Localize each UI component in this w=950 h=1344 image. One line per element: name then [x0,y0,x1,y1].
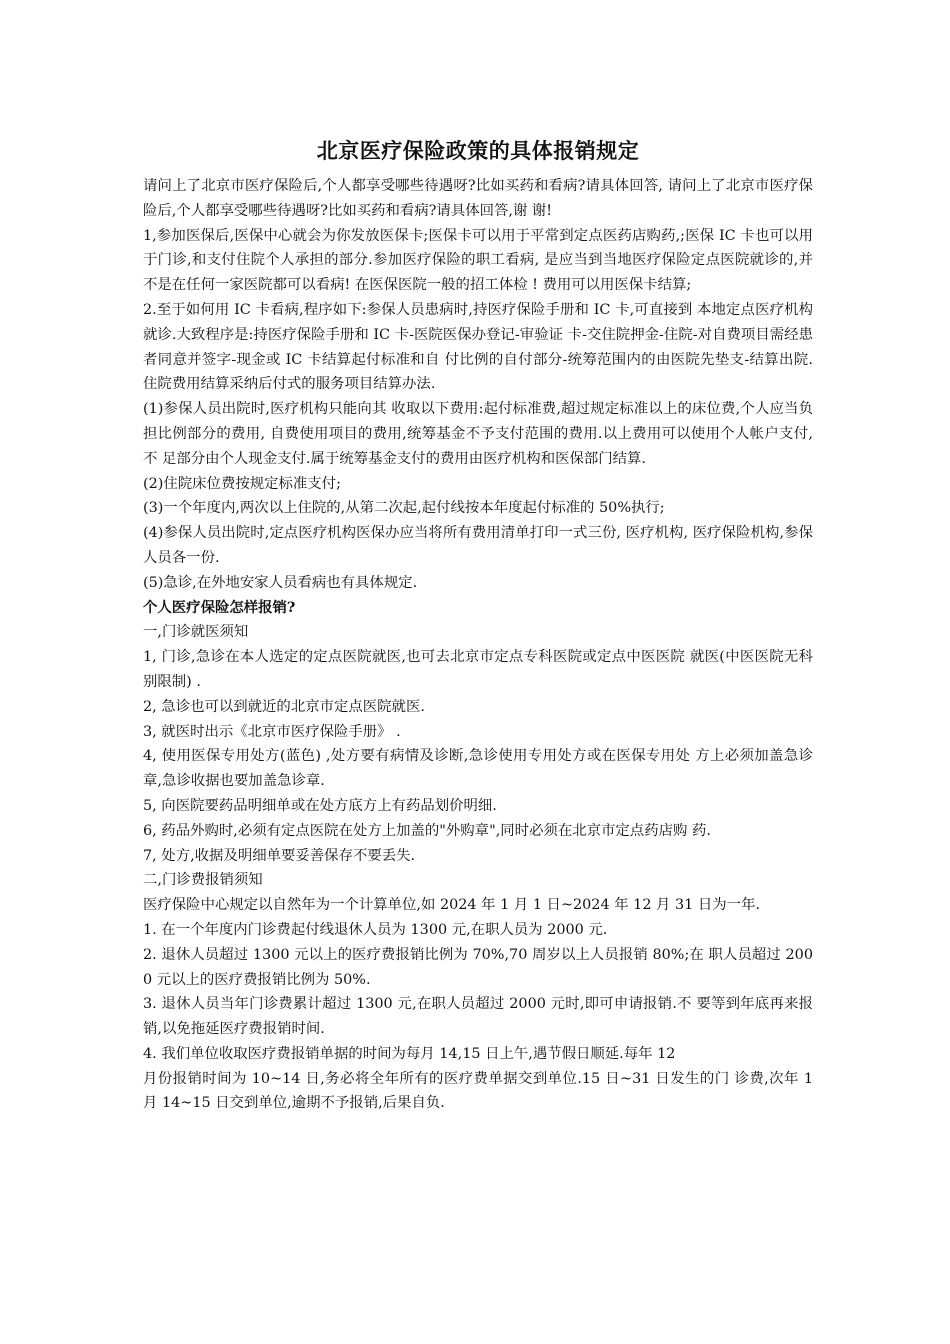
paragraph: (1)参保人员出院时,医疗机构只能向其 收取以下费用:起付标准费,超过规定标准以上的床位费,个人应当负担比例部分的费用, 自费使用项目的费用,统筹基金不予支付范围的费用.以上费用可以使用个人帐户支付,不 足部分由个人现金支付.属于统筹基金支付的费用由医疗机构和医保部门结算. [143,401,813,467]
document-page [143,134,813,1116]
paragraph: 4. 我们单位收取医疗费报销单据的时间为每月 14,15 日上午,遇节假日顺延.每年 12 [143,1045,676,1062]
paragraph: 2, 急诊也可以到就近的北京市定点医院就医. [143,698,425,715]
paragraph: (4)参保人员出院时,定点医疗机构医保办应当将所有费用清单打印一式三份, 医疗机构, 医疗保险机构,参保人员各一份. [143,525,813,566]
paragraph: 2. 退休人员超过 1300 元以上的医疗费报销比例为 70%,70 周岁以上人员报销 80%;在 职人员超过 2000 元以上的医疗费报销比例为 50%. [143,946,813,988]
paragraph: 月份报销时间为 10~14 日,务必将全年所有的医疗费单据交到单位.15 日~31 日发生的门 诊费,次年 1 月 14~15 日交到单位,逾期不予报销,后果自负. [143,1070,813,1112]
paragraph: 7, 处方,收据及明细单要妥善保存不要丢失. [143,847,416,864]
paragraph: 3. 退休人员当年门诊费累计超过 1300 元,在职人员超过 2000 元时,即可申请报销.不 要等到年底再来报销,以免拖延医疗费报销时间. [143,996,813,1038]
paragraph: 一,门诊就医须知 [143,624,249,641]
paragraph: 1, 门诊,急诊在本人选定的定点医院就医,也可去北京市定点专科医院或定点中医医院 就医(中医医院无科别限制) . [143,649,813,690]
paragraph: (5)急诊,在外地安家人员看病也有具体规定. [143,574,418,591]
paragraph: 2.至于如何用 IC 卡看病,程序如下:参保人员患病时,持医疗保险手册和 IC 卡,可直接到 本地定点医疗机构就诊.大致程序是:持医疗保险手册和 IC 卡-医院医保办登记-审验证 卡-交住院押金-住院-对自费项目需经患者同意并签字-现金或 IC 卡结算起付标准和自 付比例的自付部分-统筹范围内的由医院先垫支-结算出院. 住院费用结算采纳后付式的服务项目结算办法. [143,301,813,393]
section-heading: 个人医疗保险怎样报销? [143,598,296,616]
paragraph: 医疗保险中心规定以自然年为一个计算单位,如 2024 年 1 月 1 日~2024 年 12 月 31 日为一年. [143,897,761,914]
paragraph: (2)住院床位费按规定标准支付; [143,475,341,492]
paragraph: 1. 在一个年度内门诊费起付线退休人员为 1300 元,在职人员为 2000 元. [143,921,608,938]
paragraph: 1,参加医保后,医保中心就会为你发放医保卡;医保卡可以用于平常到定点医药店购药,;医保 IC 卡也可以用于门诊,和支付住院个人承担的部分.参加医疗保险的职工看病, 是应当到当地医疗保险定点医院就诊的,并不是在任何一家医院都可以看病! 在医保医院一般的招工体检 ! 费用可以用医保卡结算; [143,227,813,294]
paragraph: 请问上了北京市医疗保险后,个人都享受哪些待遇呀?比如买药和看病?请具体回答, 请问上了北京市医疗保险后,个人都享受哪些待遇呀?比如买药和看病?请具体回答,谢 谢! [143,178,813,219]
paragraph: 二,门诊费报销须知 [143,872,263,889]
document-body [143,174,813,1116]
paragraph: (3)一个年度内,两次以上住院的,从第二次起,起付线按本年度起付标准的 50%执行; [143,500,665,517]
paragraph: 6, 药品外购时,必须有定点医院在处方上加盖的"外购章",同时必须在北京市定点药店购 药. [143,822,711,839]
paragraph: 4, 使用医保专用处方(蓝色) ,处方要有病情及诊断,急诊使用专用处方或在医保专用处 方上必须加盖急诊章,急诊收据也要加盖急诊章. [143,748,813,790]
paragraph: 3, 就医时出示《北京市医疗保险手册》 . [143,723,401,740]
document-title: 北京医疗保险政策的具体报销规定 [316,138,640,163]
paragraph: 5, 向医院要药品明细单或在处方底方上有药品划价明细. [143,797,497,814]
